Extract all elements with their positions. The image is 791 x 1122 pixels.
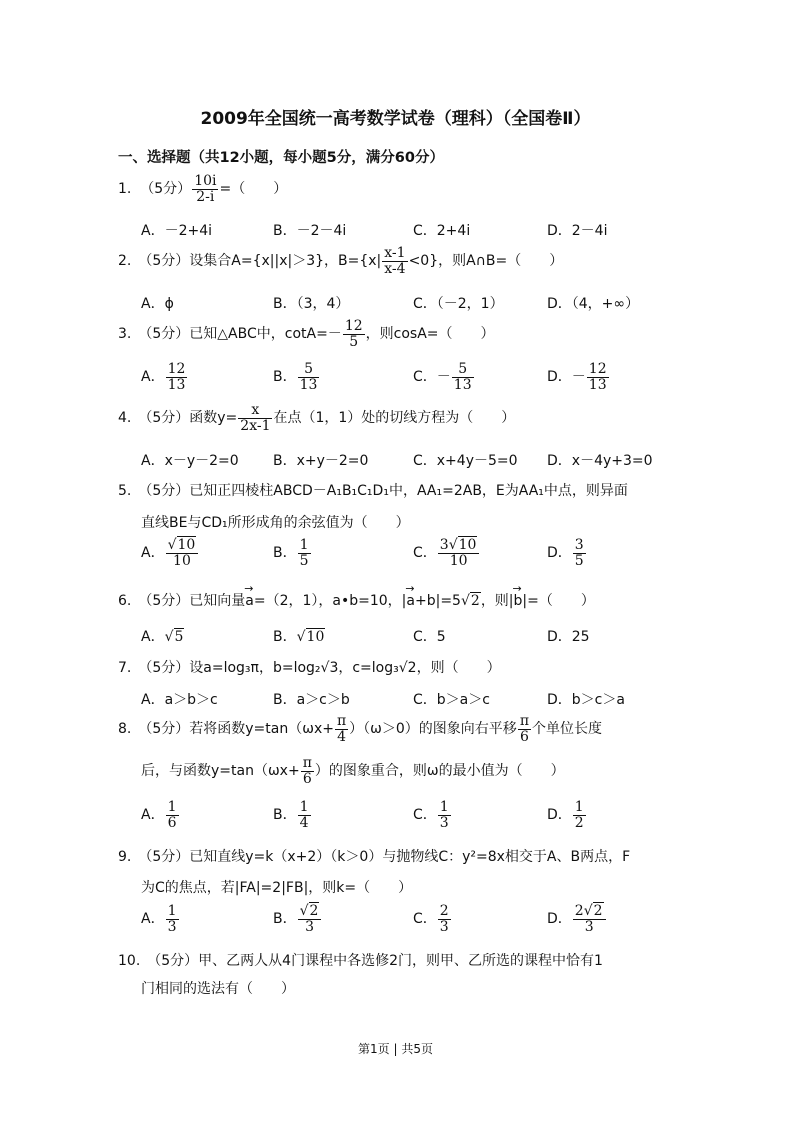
q3-option-c: C．－ $\frac{5}{13}$ [413, 361, 472, 393]
section-heading: 一、选择题（共12小题，每小题5分，满分60分） [118, 150, 444, 166]
question-5-line-1: 5. （5分）已知正四棱柱ABCD－A₁B₁C₁D₁中，AA₁=2AB，E为AA₁中点，则异面 [118, 483, 628, 499]
q9-option-c: C． $\frac{2}{3}$ [413, 903, 449, 935]
q8-option-c: C． $\frac{1}{3}$ [413, 799, 449, 831]
question-8-line-1: 8. （5分）若将函数y=tan（ωx+ $\frac{\pi}{4}$ ）（ω＞0）的图象向右平移 $\frac{\pi}{6}$ 个单位长度 [118, 713, 603, 745]
q8-option-d: D． $\frac{1}{2}$ [547, 799, 584, 831]
q7-option-b: B．a＞c＞b [273, 692, 350, 708]
q9-option-d: D． $\frac{2√2}{3}$ [547, 904, 607, 934]
q1-option-d: D．2－4i [547, 223, 608, 239]
q4-option-c: C．x+4y－5=0 [413, 453, 518, 469]
q4-option-d: D．x－4y+3=0 [547, 453, 653, 469]
question-10-line-1: 10. （5分）甲、乙两人从4门课程中各选修2门，则甲、乙所选的课程中恰有1 [118, 953, 603, 969]
q6-option-b: B．√10 [273, 629, 325, 645]
page-title: 2009年全国统一高考数学试卷（理科）（全国卷Ⅱ） [200, 109, 591, 129]
q7-option-d: D．b＞c＞a [547, 692, 625, 708]
question-9-line-1: 9. （5分）已知直线y=k（x+2）（k＞0）与抛物线C：y²=8x相交于A、B两点，F [118, 849, 631, 865]
q2-option-d: D．（4，+∞） [547, 296, 640, 312]
q5-option-a: A． $\frac{√10}{10}$ [141, 538, 199, 568]
q6-option-a: A．√5 [141, 629, 184, 645]
q6-option-d: D．25 [547, 629, 590, 645]
q3-option-a: A． $\frac{12}{13}$ [141, 361, 186, 393]
question-6: 6. （5分）已知向量→ a=（2，1），a•b=10，|→ a+b|=5√2，则|→ b|=（ ） [118, 590, 595, 610]
q3-option-b: B． $\frac{5}{13}$ [273, 361, 318, 393]
q4-option-a: A．x－y－2=0 [141, 453, 239, 469]
q7-option-c: C．b＞a＞c [413, 692, 490, 708]
question-5-line-2: 直线BE与CD₁所形成角的余弦值为（ ） [141, 515, 410, 531]
question-10-line-2: 门相同的选法有（ ） [141, 981, 295, 997]
q5-option-c: C． $\frac{3√10}{10}$ [413, 538, 480, 568]
q9-option-a: A． $\frac{1}{3}$ [141, 903, 177, 935]
q4-option-b: B．x+y－2=0 [273, 453, 369, 469]
question-4: 4. （5分）函数y= $\frac{x}{2x-1}$ 在点（1，1）处的切线方程为（ ） [118, 402, 516, 434]
q1-option-b: B．－2－4i [273, 223, 347, 239]
q2-option-b: B．（3，4） [273, 296, 350, 312]
q9-option-b: B． $\frac{√2}{3}$ [273, 904, 322, 934]
question-1: 1. （5分） $\frac{10i}{2-i}$ =（ ） [118, 173, 288, 205]
q2-option-c: C．（－2，1） [413, 296, 504, 312]
q3-option-d: D．－ $\frac{12}{13}$ [547, 361, 607, 393]
q5-option-b: B． $\frac{1}{5}$ [273, 537, 309, 569]
question-7: 7. （5分）设a=log₃π，b=log₂√3，c=log₃√2，则（ ） [118, 660, 501, 676]
q8-option-b: B． $\frac{1}{4}$ [273, 799, 309, 831]
q2-option-a: A．ϕ [141, 296, 174, 312]
question-3: 3. （5分）已知△ABC中，cotA=－ $\frac{12}{5}$ ，则cosA=（ ） [118, 318, 495, 350]
q5-option-d: D． $\frac{3}{5}$ [547, 537, 584, 569]
q6-option-c: C．5 [413, 629, 446, 645]
question-9-line-2: 为C的焦点，若|FA|=2|FB|，则k=（ ） [141, 880, 413, 896]
q8-option-a: A． $\frac{1}{6}$ [141, 799, 177, 831]
q1-option-a: A．－2+4i [141, 223, 213, 239]
page-footer: 第1页 | 共5页 [358, 1042, 433, 1056]
q1-option-c: C．2+4i [413, 223, 471, 239]
question-2: 2. （5分）设集合A={x||x|＞3}，B={x| $\frac{x-1}{x-4}$ <0}，则A∩B=（ ） [118, 245, 564, 277]
q7-option-a: A．a＞b＞c [141, 692, 218, 708]
question-8-line-2: 后，与函数y=tan（ωx+ $\frac{\pi}{6}$ ）的图象重合，则ω的最小值为（ ） [141, 755, 565, 787]
